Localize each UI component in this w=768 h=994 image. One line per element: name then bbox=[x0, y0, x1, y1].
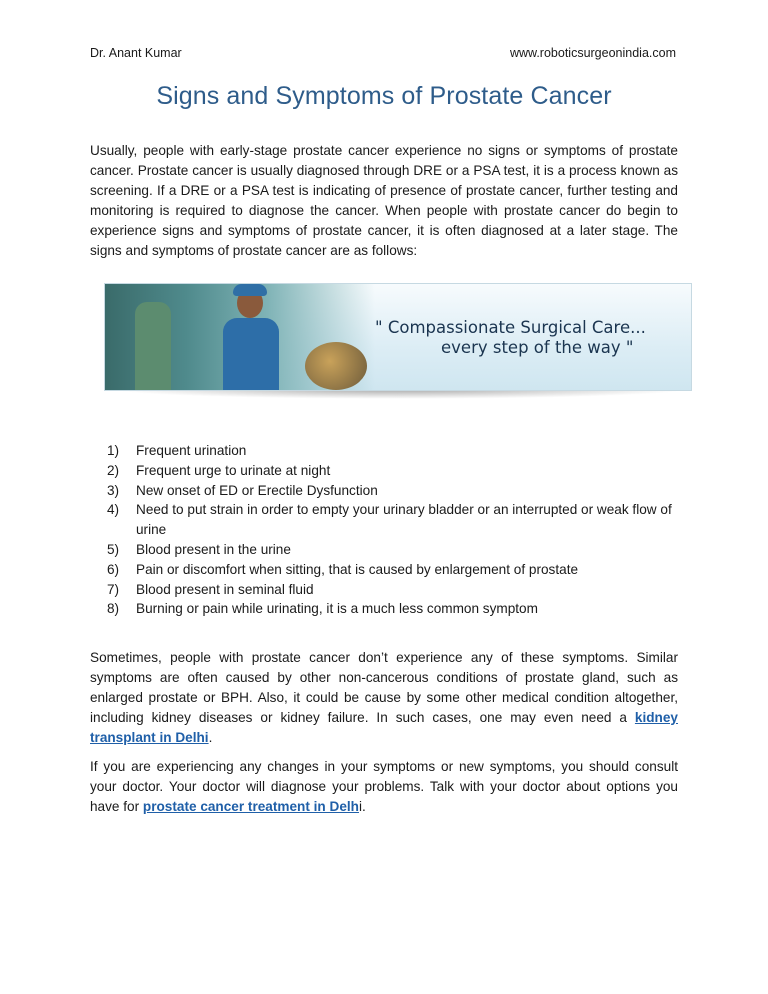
banner-image bbox=[104, 283, 692, 393]
header-website: www.roboticsurgeonindia.com bbox=[509, 46, 676, 60]
list-text: Pain or discomfort when sitting, that is caused by enlargement of prostate bbox=[136, 561, 579, 577]
followup-paragraph bbox=[90, 648, 678, 748]
list-item bbox=[107, 599, 679, 619]
list-number: 3) bbox=[107, 482, 120, 498]
list-number: 2) bbox=[107, 462, 120, 478]
advice-text: If you are experiencing any changes in your symptoms or new symptoms, you should consult your doctor. Your doctor will diagnose your problems. Talk with your doctor about options you have for bbox=[90, 759, 678, 814]
list-number: 4) bbox=[107, 502, 120, 518]
prostate-treatment-link[interactable]: prostate cancer treatment in Delh bbox=[142, 799, 359, 814]
surgical-equipment bbox=[305, 342, 367, 390]
advice-paragraph bbox=[90, 757, 678, 817]
list-item bbox=[107, 580, 679, 600]
symptom-list bbox=[107, 441, 679, 619]
assistant-figure bbox=[135, 302, 171, 390]
kidney-transplant-link[interactable]: kidney transplant in Delhi bbox=[90, 710, 678, 745]
list-number: 5) bbox=[107, 541, 120, 557]
banner-tagline-line1: " Compassionate Surgical Care... bbox=[375, 318, 646, 337]
surgeon-photo bbox=[105, 284, 375, 390]
list-text: Need to put strain in order to empty your urinary bladder or an interrupted or weak flow of urine bbox=[136, 502, 672, 538]
list-item bbox=[107, 481, 679, 501]
banner-frame bbox=[104, 283, 692, 391]
list-item bbox=[107, 500, 679, 540]
header-author: Dr. Anant Kumar bbox=[90, 46, 182, 60]
list-text: Frequent urination bbox=[136, 443, 247, 458]
advice-period: . bbox=[362, 799, 366, 814]
list-number: 1) bbox=[107, 443, 120, 458]
followup-text: Sometimes, people with prostate cancer don’t experience any of these symptoms. Similar symptoms are often caused by other non-cancerous conditions of prostate gland, such as enlarged prostate or BPH. Also, it could be cause by some other medical condition altogether, including kidney diseases or kidney failure. In such cases, one may even need a bbox=[90, 650, 678, 725]
followup-period: . bbox=[208, 730, 213, 745]
list-number: 7) bbox=[107, 581, 120, 597]
surgeon-figure bbox=[223, 318, 279, 390]
list-text: Burning or pain while urinating, it is a much less common symptom bbox=[136, 601, 538, 617]
list-text: Blood present in the urine bbox=[136, 541, 291, 557]
list-number: 6) bbox=[107, 561, 120, 577]
list-item bbox=[107, 560, 679, 580]
list-text: New onset of ED or Erectile Dysfunction bbox=[136, 482, 378, 498]
list-item bbox=[107, 461, 679, 481]
list-text: Frequent urge to urinate at night bbox=[136, 462, 331, 478]
banner-tagline-line2: every step of the way " bbox=[441, 338, 634, 357]
advice-trailing-letter: i bbox=[358, 799, 362, 814]
surgeon-cap bbox=[233, 284, 267, 296]
page-title: Signs and Symptoms of Prostate Cancer bbox=[156, 82, 612, 110]
list-text: Blood present in seminal fluid bbox=[136, 581, 314, 597]
list-item bbox=[107, 540, 679, 560]
list-item bbox=[107, 441, 679, 461]
list-number: 8) bbox=[107, 601, 120, 617]
intro-paragraph: Usually, people with early-stage prostate cancer experience no signs or symptoms of prostate cancer. Prostate cancer is usually diagnosed through DRE or a PSA test, it is a process known as screening. If a DRE or a PSA test is indicating of presence of prostate cancer, further testing and monitoring is required to diagnose the cancer. When people with prostate cancer do begin to experience signs and symptoms of prostate cancer, it is often diagnosed at a later stage. The signs and symptoms of prostate cancer are as follows: bbox=[90, 143, 678, 258]
